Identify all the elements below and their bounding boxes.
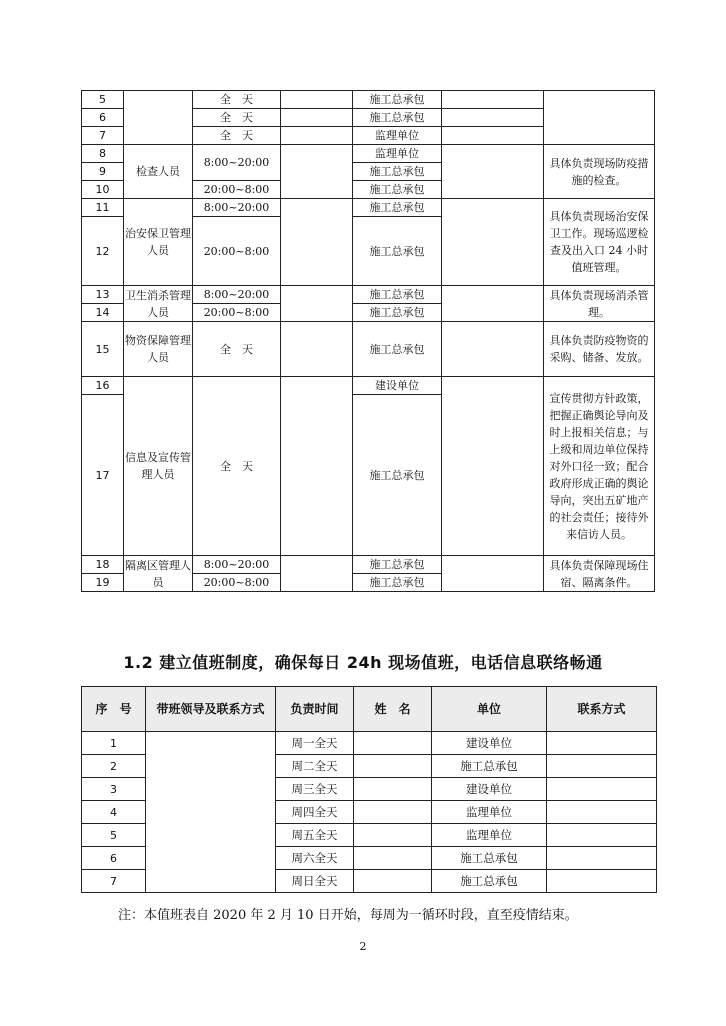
duty-time: 周一全天 (276, 732, 354, 755)
row-number: 2 (82, 755, 146, 778)
unit-cell: 施工总承包 (432, 755, 547, 778)
unit-cell: 施工总承包 (353, 322, 442, 377)
table-row (82, 286, 655, 304)
unit-cell: 施工总承包 (432, 847, 547, 870)
unit-cell: 监理单位 (353, 127, 442, 145)
col-header-no: 序 号 (82, 687, 146, 732)
duty-time: 8:00~20:00 (193, 286, 281, 304)
unit-cell: 建设单位 (353, 377, 442, 395)
name-cell (281, 109, 353, 127)
contact-cell (442, 127, 544, 145)
contact-cell (547, 847, 657, 870)
role-materials: 物资保障管理人员 (124, 322, 193, 377)
unit-cell: 施工总承包 (353, 91, 442, 109)
duty-isolation: 具体负责保障现场住宿、隔离条件。 (544, 556, 655, 592)
duty-time: 20:00~8:00 (193, 574, 281, 592)
unit-cell: 施工总承包 (353, 199, 442, 217)
name-cell (281, 199, 353, 286)
role-publicity: 信息及宣传管理人员 (124, 377, 193, 556)
name-cell (354, 870, 432, 893)
page-number: 2 (359, 940, 367, 953)
contact-cell (442, 377, 544, 556)
duty-table (81, 90, 655, 592)
col-header-time: 负责时间 (276, 687, 354, 732)
unit-cell: 施工总承包 (353, 556, 442, 574)
duty-time: 全 天 (193, 377, 281, 556)
contact-cell (442, 199, 544, 286)
row-number: 8 (82, 145, 124, 163)
duty-time: 全 天 (193, 127, 281, 145)
contact-cell (547, 755, 657, 778)
duty-time: 周四全天 (276, 801, 354, 824)
table-row (82, 199, 655, 217)
duty-materials: 具体负责防疫物资的采购、储备、发放。 (544, 322, 655, 377)
row-number: 6 (82, 847, 146, 870)
footnote: 注：本值班表自 2020 年 2 月 10 日开始，每周为一循环时段，直至疫情结束。 (118, 908, 578, 923)
row-number: 6 (82, 109, 124, 127)
unit-cell: 施工总承包 (353, 181, 442, 199)
name-cell (281, 127, 353, 145)
col-header-leader: 带班领导及联系方式 (146, 687, 276, 732)
duty-desc-empty (544, 91, 655, 145)
contact-cell (547, 801, 657, 824)
name-cell (354, 824, 432, 847)
role-inspection: 检查人员 (124, 145, 193, 199)
unit-cell: 建设单位 (432, 732, 547, 755)
contact-cell (442, 556, 544, 592)
duty-time: 周三全天 (276, 778, 354, 801)
duty-security: 具体负责现场治安保卫工作。现场巡逻检查及出入口 24 小时值班管理。 (544, 199, 655, 286)
contact-cell (442, 91, 544, 109)
row-number: 17 (82, 395, 124, 556)
section-heading: 1.2 建立值班制度，确保每日 24h 现场值班，电话信息联络畅通 (123, 653, 603, 672)
unit-cell: 建设单位 (432, 778, 547, 801)
name-cell (281, 145, 353, 199)
unit-cell: 监理单位 (432, 824, 547, 847)
table-row (82, 91, 655, 109)
unit-cell: 施工总承包 (353, 286, 442, 304)
unit-cell: 施工总承包 (353, 163, 442, 181)
contact-cell (547, 870, 657, 893)
schedule-table (81, 686, 657, 893)
contact-cell (442, 286, 544, 322)
table-row (82, 322, 655, 377)
unit-cell: 施工总承包 (353, 217, 442, 286)
row-number: 18 (82, 556, 124, 574)
col-header-unit: 单位 (432, 687, 547, 732)
unit-cell: 监理单位 (353, 145, 442, 163)
row-number: 5 (82, 91, 124, 109)
row-number: 13 (82, 286, 124, 304)
duty-publicity: 宣传贯彻方针政策，把握正确舆论导向及时上报相关信息；与上级和周边单位保持对外口径一致；配合政府形成正确的舆论导向，突出五矿地产的社会责任；接待外来信访人员。 (544, 377, 655, 556)
duty-time: 全 天 (193, 91, 281, 109)
name-cell (354, 801, 432, 824)
duty-time: 20:00~8:00 (193, 304, 281, 322)
leader-cell (146, 732, 276, 893)
role-sanitation: 卫生消杀管理人员 (124, 286, 193, 322)
contact-cell (442, 322, 544, 377)
contact-cell (442, 109, 544, 127)
duty-time: 全 天 (193, 109, 281, 127)
contact-cell (442, 145, 544, 199)
name-cell (354, 755, 432, 778)
duty-time: 周六全天 (276, 847, 354, 870)
table-header-row (82, 687, 657, 732)
row-number: 11 (82, 199, 124, 217)
unit-cell: 施工总承包 (353, 109, 442, 127)
unit-cell: 施工总承包 (353, 574, 442, 592)
contact-cell (547, 732, 657, 755)
row-number: 7 (82, 870, 146, 893)
row-number: 19 (82, 574, 124, 592)
name-cell (281, 286, 353, 322)
unit-cell: 监理单位 (432, 801, 547, 824)
role-cell-empty (124, 91, 193, 145)
duty-time: 周五全天 (276, 824, 354, 847)
row-number: 10 (82, 181, 124, 199)
name-cell (281, 556, 353, 592)
row-number: 16 (82, 377, 124, 395)
duty-time: 全 天 (193, 322, 281, 377)
role-security: 治安保卫管理人员 (124, 199, 193, 286)
duty-time: 20:00~8:00 (193, 181, 281, 199)
row-number: 4 (82, 801, 146, 824)
row-number: 9 (82, 163, 124, 181)
duty-time: 周日全天 (276, 870, 354, 893)
duty-time: 8:00~20:00 (193, 556, 281, 574)
row-number: 7 (82, 127, 124, 145)
table-row (82, 556, 655, 574)
name-cell (354, 732, 432, 755)
table-row (82, 145, 655, 163)
row-number: 3 (82, 778, 146, 801)
row-number: 12 (82, 217, 124, 286)
name-cell (281, 91, 353, 109)
unit-cell: 施工总承包 (432, 870, 547, 893)
name-cell (281, 322, 353, 377)
name-cell (281, 377, 353, 556)
row-number: 15 (82, 322, 124, 377)
row-number: 5 (82, 824, 146, 847)
col-header-contact: 联系方式 (547, 687, 657, 732)
unit-cell: 施工总承包 (353, 395, 442, 556)
row-number: 1 (82, 732, 146, 755)
unit-cell: 施工总承包 (353, 304, 442, 322)
contact-cell (547, 824, 657, 847)
col-header-name: 姓 名 (354, 687, 432, 732)
name-cell (354, 778, 432, 801)
table-row (82, 732, 657, 755)
row-number: 14 (82, 304, 124, 322)
duty-time: 8:00~20:00 (193, 199, 281, 217)
contact-cell (547, 778, 657, 801)
duty-inspection: 具体负责现场防疫措施的检查。 (544, 145, 655, 199)
name-cell (354, 847, 432, 870)
table-row (82, 377, 655, 395)
duty-sanitation: 具体负责现场消杀管理。 (544, 286, 655, 322)
duty-time: 20:00~8:00 (193, 217, 281, 286)
role-isolation: 隔离区管理人员 (124, 556, 193, 592)
duty-time: 周二全天 (276, 755, 354, 778)
duty-time: 8:00~20:00 (193, 145, 281, 181)
